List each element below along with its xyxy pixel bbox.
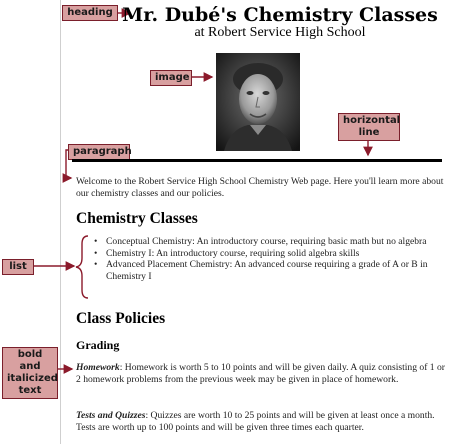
annotation-horizontal-line: horizontal line	[338, 113, 400, 141]
annotation-list: list	[2, 259, 34, 275]
homework-term: Homework	[76, 362, 120, 373]
grading-heading: Grading	[76, 338, 120, 352]
homework-paragraph	[76, 362, 448, 386]
tests-text: : Quizzes are worth 10 to 25 points and will be given at least once a month. Tests are worth up to 100 points and will be given three times each quarter.	[76, 410, 435, 433]
list-item: • Advanced Placement Chemistry: An advanced course requiring a grade of A or B in Chemistry I	[94, 259, 448, 282]
homework-text: : Homework is worth 5 to 10 points and will be given daily. A quiz consisting of 1 or 2 homework problems from the previous week may be given in place of homework.	[76, 362, 445, 385]
list-item: • Conceptual Chemistry: An introductory course, requiring basic math but no algebra	[94, 236, 448, 248]
list-brace	[76, 236, 88, 298]
classes-list	[94, 236, 448, 282]
intro-paragraph: Welcome to the Robert Service High School Chemistry Web page. Here you'll learn more about our chemistry classes and our policies.	[76, 176, 444, 199]
page-heading: Mr. Dubé's Chemistry Classes	[122, 4, 438, 26]
annotation-bold-italic: bold and italicized text	[2, 347, 58, 399]
teacher-portrait-image	[216, 53, 300, 151]
annotation-image: image	[150, 70, 192, 86]
page-subtitle: at Robert Service High School	[194, 25, 366, 40]
classes-heading: Chemistry Classes	[76, 210, 198, 227]
annotation-paragraph: paragraph	[68, 144, 130, 160]
annotation-heading: heading	[62, 5, 118, 21]
arrow-to-paragraph	[66, 150, 71, 178]
tests-term: Tests and Quizzes	[76, 410, 146, 421]
tests-paragraph	[76, 410, 448, 434]
policies-heading: Class Policies	[76, 310, 166, 327]
horizontal-rule	[72, 159, 442, 162]
list-item: • Chemistry I: An introductory course, requiring solid algebra skills	[94, 248, 448, 260]
